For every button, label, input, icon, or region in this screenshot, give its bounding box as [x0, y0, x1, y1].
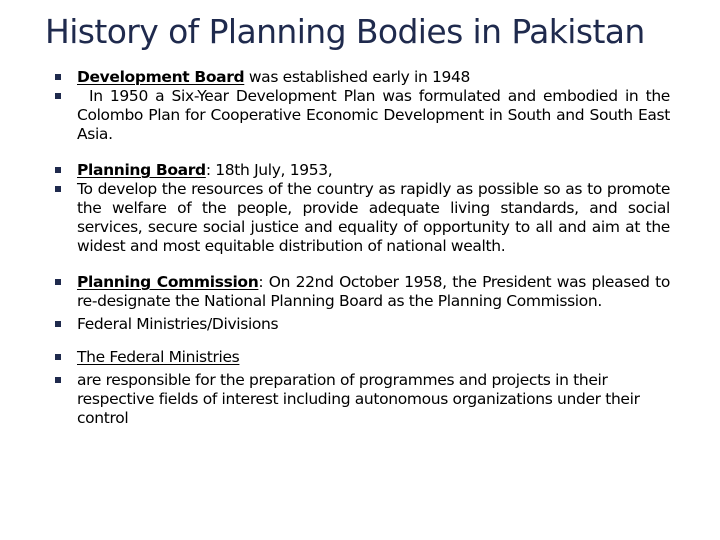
square-bullet-icon	[55, 93, 61, 99]
square-bullet-icon	[55, 321, 61, 327]
bullet-heading: Planning Commission	[77, 273, 259, 291]
square-bullet-icon	[55, 167, 61, 173]
bullet-item	[55, 273, 670, 311]
square-bullet-icon	[55, 279, 61, 285]
bullet-text: : On 22nd October 1958, the President was pleased to re-designate the National Planning Board as the Planning Commission.	[77, 273, 671, 310]
square-bullet-icon	[55, 354, 61, 360]
bullet-item	[55, 68, 670, 87]
bullet-heading: The Federal Ministries	[77, 348, 240, 366]
bullet-item	[55, 87, 670, 144]
bullet-item	[55, 348, 670, 367]
square-bullet-icon	[55, 74, 61, 80]
square-bullet-icon	[55, 377, 61, 383]
slide-title: History of Planning Bodies in Pakistan	[45, 12, 645, 51]
bullet-text: was established early in 1948	[244, 68, 471, 86]
bullet-text: : 18th July, 1953,	[205, 161, 333, 179]
bullet-list	[55, 68, 670, 428]
bullet-item	[55, 315, 670, 334]
bullet-text: In 1950 a Six-Year Development Plan was formulated and embodied in the Colombo Plan for Cooperative Economic Development in South and South East Asia.	[77, 87, 670, 143]
bullet-heading: Development Board	[77, 68, 245, 86]
bullet-item	[55, 161, 670, 180]
bullet-text: To develop the resources of the country as rapidly as possible so as to promote the welfare of the people, provide adequate living standards, and social services, secure social justice and equality of opportunity to all and aim at the widest and most equitable distribution of national wealth.	[77, 180, 670, 255]
bullet-heading: Planning Board	[77, 161, 206, 179]
bullet-text: are responsible for the preparation of programmes and projects in their respective fields of interest including autonomous organizations under their control	[77, 371, 640, 427]
bullet-item	[55, 371, 670, 428]
bullet-text: Federal Ministries/Divisions	[77, 315, 279, 333]
bullet-item	[55, 180, 670, 256]
square-bullet-icon	[55, 186, 61, 192]
